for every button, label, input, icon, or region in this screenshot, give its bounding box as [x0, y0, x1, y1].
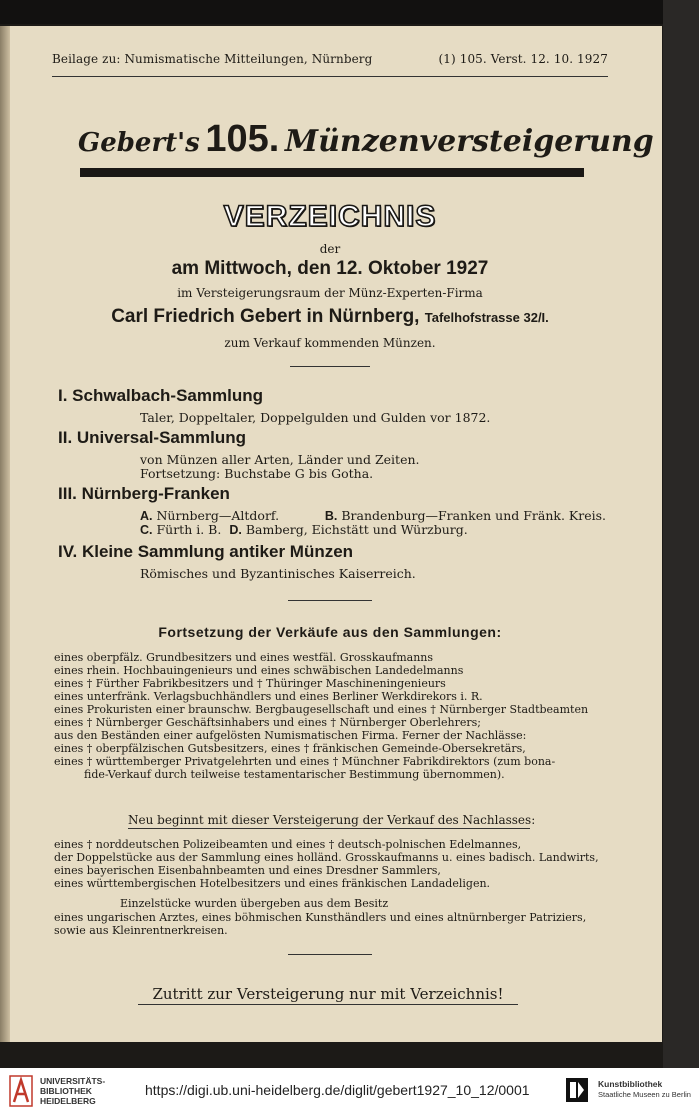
neu-heading: Neu beginnt mit dieser Versteigerung der Verkauf des Nachlasses: — [128, 813, 536, 827]
section-4-title: IV. Kleine Sammlung antiker Münzen — [58, 542, 354, 561]
header-left: Beilage zu: Numismatische Mitteilungen, Nürnberg — [52, 52, 373, 66]
fortsetzung-line-5: eines Prokuristen einer braunschw. Bergbaugesellschaft und eines † Nürnberger Stadtbeamten — [54, 703, 589, 716]
intro-purpose: zum Verkauf kommenden Münzen. — [224, 336, 436, 350]
divider-rule-3 — [288, 954, 372, 955]
section-2-line-1: von Münzen aller Arten, Länder und Zeiten. — [140, 452, 420, 467]
scan-background-right — [663, 0, 699, 1068]
section-3-row-2-a: C. Fürth i. B. — [140, 522, 222, 537]
section-3-title: III. Nürnberg-Franken — [58, 484, 230, 503]
fortsetzung-heading: Fortsetzung der Verkäufe aus den Sammlungen: — [158, 624, 502, 640]
fortsetzung-line-4: eines unterfränk. Verlagsbuchhändlers und eines Berliner Werkdirekors i. R. — [54, 690, 483, 703]
header-rule — [52, 76, 608, 77]
fortsetzung-line-2: eines rhein. Hochbauingenieurs und eines schwäbischen Landedelmanns — [54, 664, 464, 677]
section-3-row-2-b: D. Bamberg, Eichstätt und Würzburg. — [229, 522, 468, 537]
page-binding-edge — [0, 26, 10, 1042]
fortsetzung-line-7: aus den Beständen einer aufgelösten Numismatischen Firma. Ferner der Nachlässe: — [54, 729, 527, 742]
firm-name: Carl Friedrich Gebert in Nürnberg, — [111, 306, 420, 327]
section-2-line-2: Fortsetzung: Buchstabe G bis Gotha. — [140, 466, 374, 481]
main-title — [78, 118, 654, 161]
einzel-line-2: sowie aus Kleinrentnerkreisen. — [54, 924, 228, 937]
title-part2: 105. — [205, 118, 280, 160]
fortsetzung-line-6: eines † Nürnberger Geschäftsinhabers und eines † Nürnberger Oberlehrers; — [54, 716, 481, 729]
zutritt-notice: Zutritt zur Versteigerung nur mit Verzeichnis! — [138, 985, 518, 1005]
section-2-title: II. Universal-Sammlung — [58, 428, 246, 447]
divider-rule — [290, 366, 370, 367]
einzel-heading: Einzelstücke wurden übergeben aus dem Besitz — [120, 897, 389, 910]
verzeichnis-heading: VERZEICHNIS — [223, 200, 437, 233]
auction-date: am Mittwoch, den 12. Oktober 1927 — [171, 258, 489, 279]
kunstbibliothek-logo-icon[interactable] — [566, 1078, 588, 1102]
section-1-title: I. Schwalbach-Sammlung — [58, 386, 263, 405]
section-3-row-1-a: A. Nürnberg—Altdorf. — [140, 508, 280, 523]
document-url-link[interactable]: https://digi.ub.uni-heidelberg.de/diglit/gebert1927_10_12/0001 — [145, 1082, 530, 1098]
heidelberg-university-logo-icon[interactable] — [8, 1072, 36, 1110]
section-3-row-2 — [140, 522, 606, 537]
firm-line — [52, 306, 608, 328]
section-1-line: Taler, Doppeltaler, Doppelgulden und Gulden vor 1872. — [140, 410, 491, 425]
firm-address: Tafelhofstrasse 32/I. — [424, 310, 549, 325]
fortsetzung-line-1: eines oberpfälz. Grundbesitzers und eines westfäl. Grosskaufmanns — [54, 651, 434, 664]
fortsetzung-continuation: fide-Verkauf durch teilweise testamentarischer Bestimmung übernommen). — [84, 768, 505, 781]
uni-library-label: UNIVERSITÄTS- BIBLIOTHEK HEIDELBERG — [40, 1076, 106, 1106]
fortsetzung-line-3: eines † Fürther Fabrikbesitzers und † Thüringer Maschineningenieurs — [54, 677, 446, 690]
intro-der: der — [319, 242, 341, 256]
header-right: (1) 105. Verst. 12. 10. 1927 — [438, 52, 608, 66]
title-part1: Gebert's — [78, 128, 200, 158]
einzel-line-1: eines ungarischen Arztes, eines böhmischen Kunsthändlers und eines altnürnberger Patriziers, — [54, 911, 587, 924]
intro-venue: im Versteigerungsraum der Münz-Experten-Firma — [177, 286, 483, 300]
kunstbibliothek-label: Kunstbibliothek Staatliche Museen zu Berlin — [598, 1079, 691, 1099]
section-3-row-1-b: B. Brandenburg—Franken und Fränk. Kreis. — [324, 508, 606, 523]
page-header — [52, 52, 608, 66]
scan-background-top — [0, 0, 699, 24]
neu-line-1: eines † norddeutschen Polizeibeamten und eines † deutsch-polnischen Edelmannes, — [54, 838, 522, 851]
title-part3: Münzenversteigerung — [284, 124, 654, 159]
title-underline-bar — [80, 168, 584, 177]
section-3-row-1 — [140, 508, 606, 523]
fortsetzung-line-8: eines † oberpfälzischen Gutsbesitzers, eines † fränkischen Gemeinde-Obersekretärs, — [54, 742, 526, 755]
fortsetzung-line-9: eines † württemberger Privatgelehrten und eines † Münchner Fabrikdirektors (zum bona- — [54, 755, 556, 768]
neu-line-4: eines württembergischen Hotelbesitzers und eines fränkischen Landadeligen. — [54, 877, 491, 890]
divider-rule-2 — [288, 600, 372, 601]
neu-line-2: der Doppelstücke aus der Sammlung eines holländ. Grosskaufmanns u. eines badisch. Landwirts, — [54, 851, 599, 864]
neu-line-3: eines bayerischen Eisenbahnbeamten und eines Dresdner Sammlers, — [54, 864, 441, 877]
section-4-line: Römisches und Byzantinisches Kaiserreich. — [140, 566, 416, 581]
